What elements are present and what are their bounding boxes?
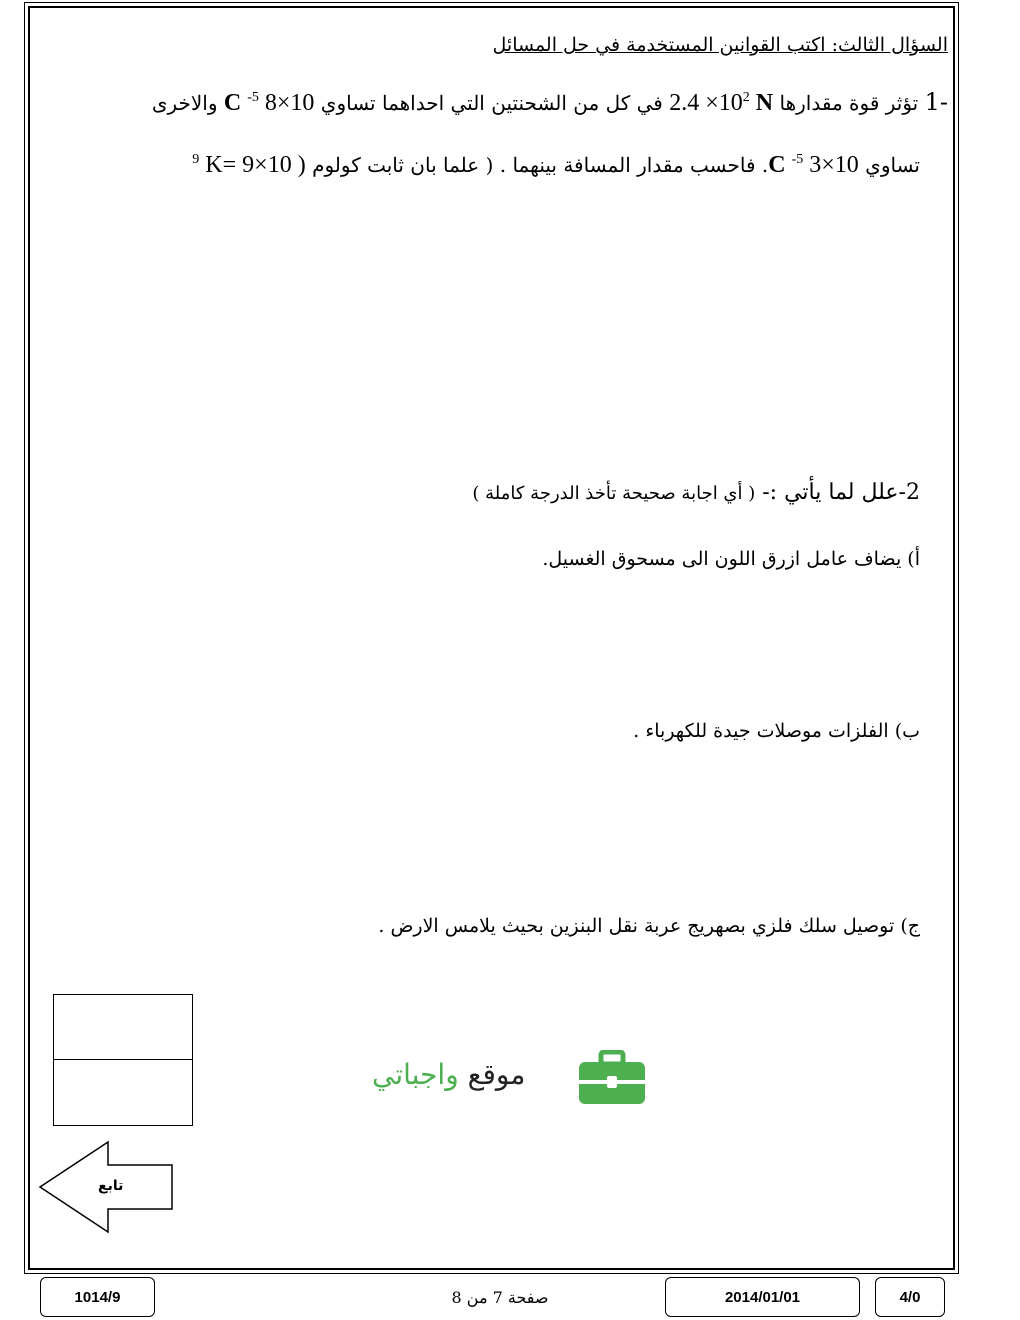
page-number: صفحة 7 من 8 — [451, 1288, 549, 1307]
section-heading: السؤال الثالث: اكتب القوانين المستخدمة في حل المسائل — [492, 34, 948, 56]
force-value: $2.4 \times 10^2$ N — [669, 90, 774, 116]
question-1-number: -1 — [924, 88, 948, 116]
question-2-note: ( أي اجابة صحيحة تأخذ الدرجة كاملة ) — [472, 483, 756, 504]
logo-word-2: واجباتي — [372, 1058, 459, 1091]
charge-1-value: C $^{-5}$ 8×10 — [223, 90, 315, 116]
briefcase-icon — [577, 1050, 647, 1106]
exam-code: 1014/9 — [40, 1277, 155, 1317]
continue-label: تابع — [98, 1178, 124, 1194]
page-code: 4/0 — [875, 1277, 945, 1317]
question-2-heading: 2-علل لما يأتي :- ( أي اجابة صحيحة تأخذ الدرجة كاملة ) — [472, 480, 920, 505]
continue-arrow[interactable] — [38, 1140, 178, 1239]
charge-2-value: C $^{-5}$ 3×10 — [768, 152, 859, 178]
question-1-line-2: تساوي C $^{-5}$ 3×10. فاحسب مقدار المسافة بينهما . ( علما بان ثابت كولوم $^9$ K= 9×10 ) — [192, 152, 920, 178]
site-logo — [372, 1048, 652, 1108]
question-1-line-1: -1 تؤثر قوة مقدارها $2.4 \times 10^2$ N في كل من الشحنتين التي احداهما تساوي C $^{-5}$ 8×10 والاخرى — [151, 88, 948, 116]
grade-box — [53, 994, 193, 1126]
question-2-item-b: ب) الفلزات موصلات جيدة للكهرباء . — [633, 720, 920, 742]
question-2-item-c: ج) توصيل سلك فلزي بصهريج عربة نقل البنزين بحيث يلامس الارض . — [378, 915, 920, 937]
coulomb-constant: $^9$ K= 9×10 ) — [192, 152, 306, 178]
logo-word-1: موقع — [467, 1058, 526, 1091]
exam-date: 2014/01/01 — [665, 1277, 860, 1317]
question-2-item-a: أ) يضاف عامل ازرق اللون الى مسحوق الغسيل. — [542, 548, 920, 570]
